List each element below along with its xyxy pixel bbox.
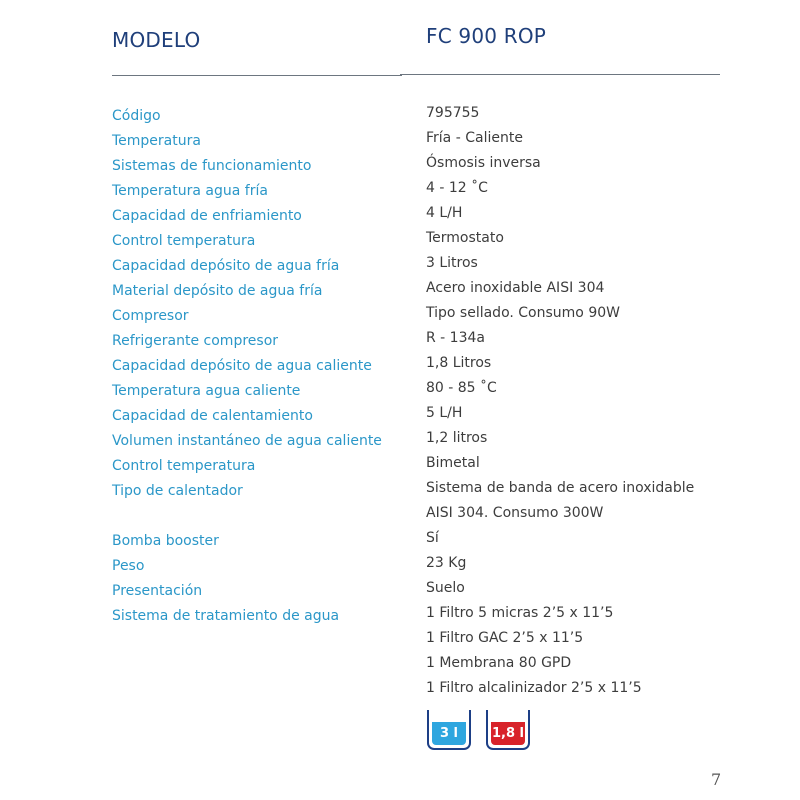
- spec-values: [426, 276, 604, 301]
- spec-value: Sistema de banda de acero inoxidable: [426, 480, 695, 496]
- spec-row: [0, 304, 800, 329]
- spec-label: Peso: [112, 558, 145, 574]
- spec-values: [426, 376, 497, 401]
- spec-value: AISI 304. Consumo 300W: [426, 505, 604, 521]
- spec-row: [0, 254, 800, 279]
- spec-value: Bimetal: [426, 455, 480, 471]
- spec-label: Temperatura agua caliente: [112, 383, 301, 399]
- spec-label: Código: [112, 108, 161, 124]
- spec-row: [0, 279, 800, 304]
- spec-values: [426, 451, 480, 476]
- spec-values: [426, 351, 491, 376]
- spec-values: [426, 476, 694, 526]
- spec-values: [426, 526, 439, 551]
- spec-table: [0, 104, 800, 704]
- page-number: 7: [711, 770, 722, 789]
- spec-label: Capacidad de calentamiento: [112, 408, 313, 424]
- spec-label: Tipo de calentador: [112, 483, 243, 499]
- spec-values: [426, 151, 541, 176]
- spec-value: 5 L/H: [426, 405, 463, 421]
- spec-label: Material depósito de agua fría: [112, 283, 323, 299]
- model-name: FC 900 ROP: [426, 24, 547, 48]
- spec-value: 80 - 85 ˚C: [426, 380, 497, 396]
- spec-row: [0, 579, 800, 604]
- hot-tank-capacity: 1,8 l: [491, 722, 525, 745]
- spec-label: Capacidad de enfriamiento: [112, 208, 302, 224]
- spec-label: Sistemas de funcionamiento: [112, 158, 312, 174]
- spec-label: Presentación: [112, 583, 203, 599]
- spec-label: Control temperatura: [112, 233, 256, 249]
- spec-row: [0, 129, 800, 154]
- spec-label: Temperatura agua fría: [112, 183, 268, 199]
- spec-values: [426, 201, 462, 226]
- spec-value: 1,8 Litros: [426, 355, 492, 371]
- spec-row: [0, 204, 800, 229]
- spec-label: Volumen instantáneo de agua caliente: [112, 433, 382, 449]
- spec-value: 4 - 12 ˚C: [426, 180, 488, 196]
- spec-values: [426, 101, 479, 126]
- spec-row: [0, 379, 800, 404]
- spec-values: [426, 176, 488, 201]
- hot-tank-icon: [486, 710, 530, 750]
- spec-row: [0, 179, 800, 204]
- spec-label: Capacidad depósito de agua fría: [112, 258, 340, 274]
- spec-row: [0, 404, 800, 429]
- spec-values: [426, 576, 465, 601]
- spec-values: [426, 551, 466, 576]
- spec-label: Compresor: [112, 308, 189, 324]
- spec-label: Refrigerante compresor: [112, 333, 279, 349]
- spec-values: [426, 601, 642, 701]
- spec-values: [426, 226, 504, 251]
- spec-value: Fría - Caliente: [426, 130, 523, 146]
- spec-row: [0, 479, 800, 529]
- spec-values: [426, 126, 523, 151]
- spec-value: Acero inoxidable AISI 304: [426, 280, 605, 296]
- spec-row: [0, 154, 800, 179]
- spec-row: [0, 229, 800, 254]
- model-heading-label: MODELO: [112, 28, 201, 52]
- spec-value: 4 L/H: [426, 205, 463, 221]
- cold-tank-icon: [427, 710, 471, 750]
- spec-values: [426, 401, 462, 426]
- spec-label: Sistema de tratamiento de agua: [112, 608, 340, 624]
- spec-values: [426, 251, 478, 276]
- spec-value: Tipo sellado. Consumo 90W: [426, 305, 620, 321]
- spec-value: Ósmosis inversa: [426, 155, 541, 171]
- header-divider-left: [112, 75, 402, 76]
- spec-row: [0, 329, 800, 354]
- spec-values: [426, 301, 620, 326]
- spec-value: 1,2 litros: [426, 430, 488, 446]
- cold-tank-capacity: 3 l: [432, 722, 466, 745]
- spec-value: Sí: [426, 530, 439, 546]
- spec-row: [0, 429, 800, 454]
- spec-row: [0, 104, 800, 129]
- spec-value: 1 Filtro GAC 2’5 x 11’5: [426, 630, 584, 646]
- header-divider-right: [400, 74, 720, 75]
- spec-value: R - 134a: [426, 330, 485, 346]
- spec-row: [0, 354, 800, 379]
- spec-value: 795755: [426, 105, 480, 121]
- spec-label: Control temperatura: [112, 458, 256, 474]
- spec-value: 1 Filtro alcalinizador 2’5 x 11’5: [426, 680, 642, 696]
- spec-values: [426, 426, 487, 451]
- spec-row: [0, 604, 800, 704]
- spec-label: Capacidad depósito de agua caliente: [112, 358, 372, 374]
- spec-value: 23 Kg: [426, 555, 467, 571]
- spec-value: 1 Membrana 80 GPD: [426, 655, 572, 671]
- spec-row: [0, 529, 800, 554]
- spec-label: Bomba booster: [112, 533, 219, 549]
- spec-value: 3 Litros: [426, 255, 478, 271]
- spec-label: Temperatura: [112, 133, 201, 149]
- spec-value: Suelo: [426, 580, 465, 596]
- spec-value: Termostato: [426, 230, 504, 246]
- spec-value: 1 Filtro 5 micras 2’5 x 11’5: [426, 605, 614, 621]
- spec-row: [0, 554, 800, 579]
- spec-values: [426, 326, 485, 351]
